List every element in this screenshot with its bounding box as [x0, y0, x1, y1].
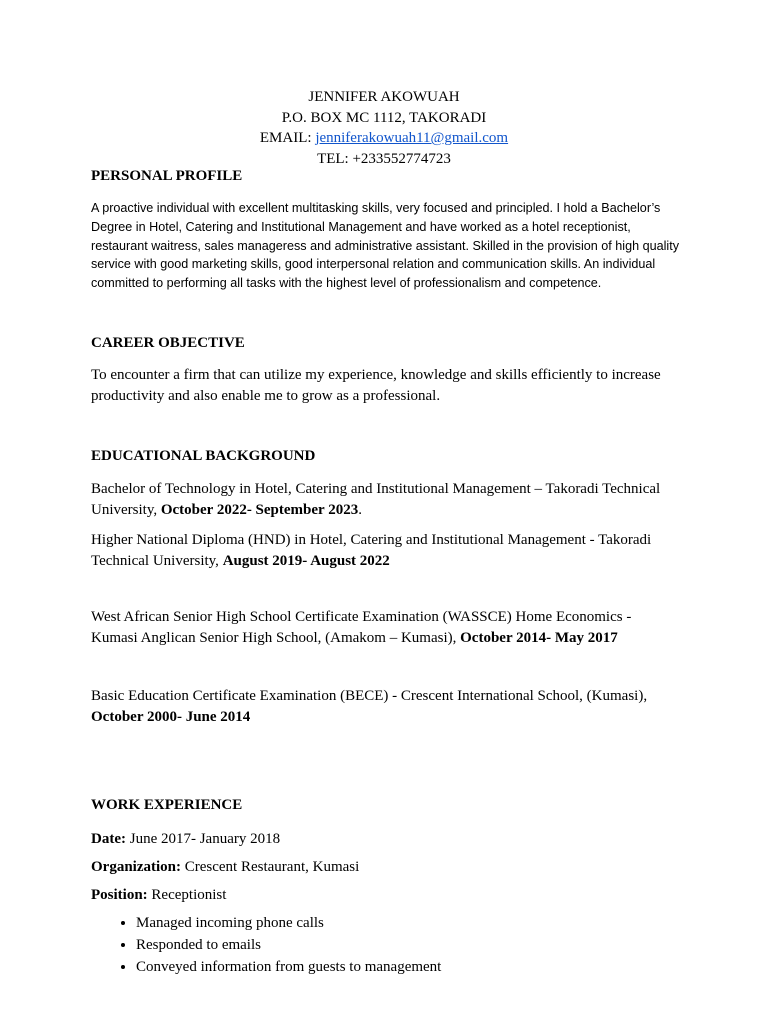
profile-line: restaurant waitress, sales manageress and administrative assistant. Skilled in the provision of high quality: [91, 238, 680, 253]
education-entry: [91, 530, 691, 571]
education-entry-line: [91, 551, 691, 572]
education-institution: Kumasi Anglican Senior High School, (Amakom – Kumasi),: [91, 629, 461, 646]
work-date-value: June 2017- January 2018: [125, 831, 281, 847]
education-heading: EDUCATIONAL BACKGROUND: [91, 448, 316, 464]
work-date-label: Date:: [91, 831, 126, 847]
telephone-line: TEL: +233552774723: [317, 150, 451, 167]
education-entry-line: Bachelor of Technology in Hotel, Catering and Institutional Management – Takoradi Technical: [91, 481, 661, 497]
email-label: EMAIL:: [259, 130, 316, 146]
contact-header: [0, 87, 768, 169]
career-objective-text: [91, 365, 691, 406]
work-position-line: [91, 885, 691, 906]
duty-item: • Responded to emails: [136, 934, 441, 956]
education-institution: University,: [91, 501, 161, 518]
education-entry-line: Higher National Diploma (HND) in Hotel, Catering and Institutional Management - Takoradi: [91, 532, 652, 548]
education-dates: October 2000- June 2014: [91, 708, 251, 725]
education-entry: [91, 607, 691, 648]
personal-profile-text: [91, 199, 691, 293]
work-duties-list: [91, 912, 441, 978]
career-objective-heading: CAREER OBJECTIVE: [91, 335, 245, 351]
work-organization-value: Crescent Restaurant, Kumasi: [181, 859, 360, 875]
education-entry-line: West African Senior High School Certificate Examination (WASSCE) Home Economics -: [91, 609, 632, 625]
education-entry-line: Basic Education Certificate Examination (BECE) - Crescent International School, (Kumasi),: [91, 688, 648, 704]
profile-line: committed to performing all tasks with the highest level of professionalism and competence.: [91, 276, 602, 291]
postal-address: P.O. BOX MC 1112, TAKORADI: [281, 109, 487, 126]
education-entry: [91, 686, 691, 727]
education-dates: August 2019- August 2022: [222, 552, 390, 569]
work-experience-heading: WORK EXPERIENCE: [91, 797, 243, 813]
work-position-label: Position:: [91, 887, 148, 903]
work-position-value: Receptionist: [147, 887, 227, 903]
applicant-name: JENNIFER AKOWUAH: [308, 89, 460, 105]
objective-line: productivity and also enable me to grow as a professional.: [91, 387, 441, 404]
work-organization-line: [91, 857, 691, 878]
profile-line: A proactive individual with excellent multitasking skills, very focused and principled. I hold a Bachelor’s: [91, 201, 661, 215]
duty-item: • Managed incoming phone calls: [136, 912, 441, 934]
personal-profile-heading: PERSONAL PROFILE: [91, 168, 243, 184]
education-entry-line: [91, 628, 691, 649]
profile-line: service with good marketing skills, good interpersonal relation and communication skills. An individual: [91, 257, 656, 272]
email-link[interactable]: jenniferakowuah11@gmail.com: [315, 130, 509, 146]
education-line-end: .: [358, 501, 362, 518]
education-dates: October 2022- September 2023: [160, 501, 359, 518]
work-organization-label: Organization:: [91, 859, 181, 875]
education-entry-line: [91, 707, 691, 728]
duty-item: • Conveyed information from guests to management: [136, 956, 441, 978]
education-institution: Technical University,: [91, 552, 223, 569]
profile-line: Degree in Hotel, Catering and Institutional Management and have worked as a hotel receptionist,: [91, 219, 631, 234]
email-line: [0, 128, 768, 149]
education-entry-line: [91, 500, 691, 521]
objective-line: To encounter a firm that can utilize my experience, knowledge and skills efficiently to increase: [91, 367, 661, 383]
education-dates: October 2014- May 2017: [460, 629, 618, 646]
work-date-line: [91, 829, 691, 850]
education-entry: [91, 479, 691, 520]
